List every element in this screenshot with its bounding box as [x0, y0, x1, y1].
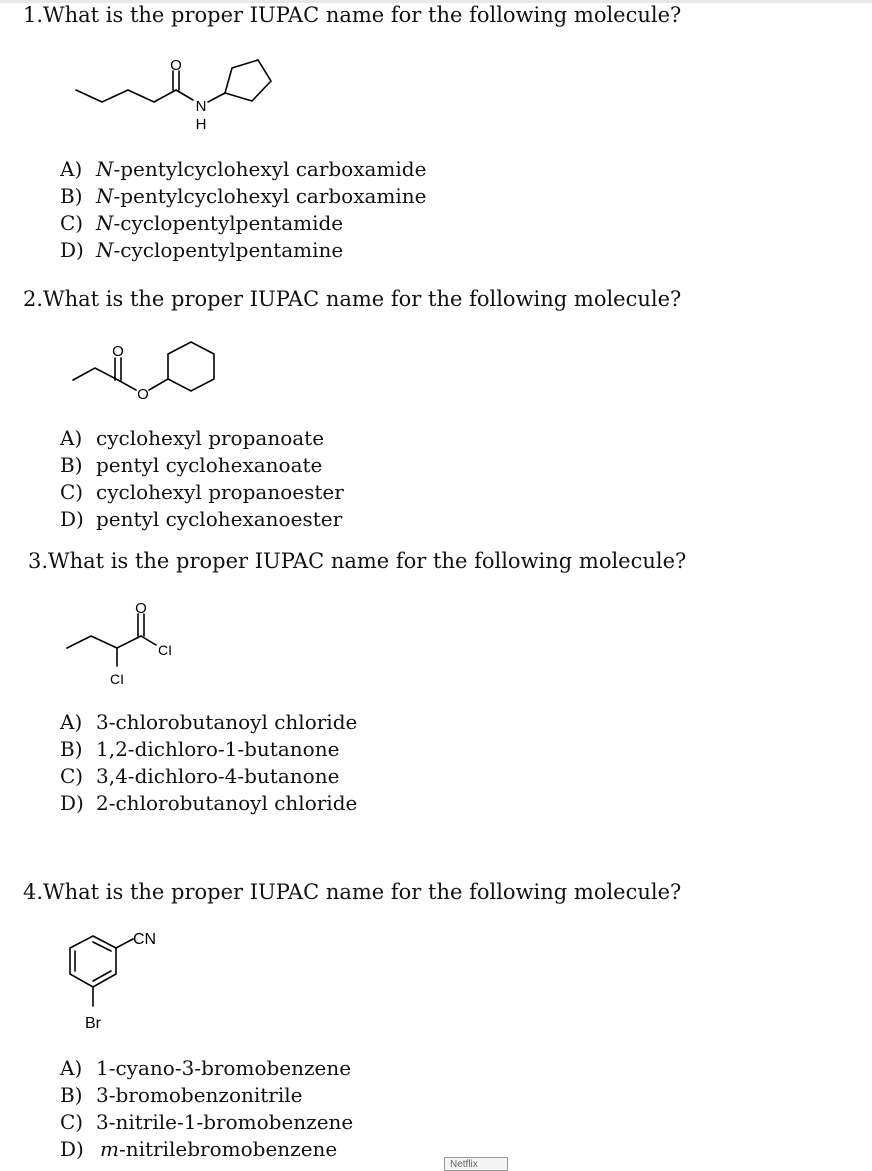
- chain-chlorine-label: CI: [110, 671, 124, 687]
- molecule-1-structure: [70, 50, 280, 135]
- corner-badge[interactable]: Netflix: [444, 1157, 508, 1171]
- amide-c-n-bond: [176, 90, 193, 100]
- benzene-ring: [70, 936, 116, 987]
- question-1-prompt: 1.What is the proper IUPAC name for the following molecule?: [23, 3, 682, 27]
- ring-cn-bond: [116, 939, 133, 948]
- option-1d[interactable]: D) N-cyclopentylpentamine: [60, 238, 344, 262]
- option-2a[interactable]: A) cyclohexyl propanoate: [60, 426, 325, 450]
- pentyl-chain: [76, 90, 176, 102]
- bromine-label: Br: [85, 1015, 101, 1032]
- acyl-c-cl-bond: [141, 636, 156, 645]
- molecule-3-structure: [60, 596, 190, 691]
- question-1-options: [60, 156, 427, 264]
- hydrogen-label: H: [195, 116, 207, 133]
- carbonyl-oxygen-label: O: [112, 343, 124, 360]
- cyclohexane-ring: [168, 342, 214, 391]
- question-4-options: [60, 1055, 353, 1163]
- option-4b[interactable]: B) 3-bromobenzonitrile: [60, 1083, 303, 1107]
- acyl-chlorine-label: CI: [158, 642, 172, 658]
- molecule-2-structure: [65, 338, 230, 408]
- o-ring-bond: [149, 379, 168, 390]
- option-4a[interactable]: A) 1-cyano-3-bromobenzene: [60, 1056, 352, 1080]
- aromatic-bond-2: [93, 971, 111, 981]
- option-4c[interactable]: C) 3-nitrile-1-bromobenzene: [60, 1110, 354, 1134]
- option-3d[interactable]: D) 2-chlorobutanoyl chloride: [60, 791, 358, 815]
- cyano-label: CN: [133, 931, 157, 948]
- option-3c[interactable]: C) 3,4-dichloro-4-butanone: [60, 764, 340, 788]
- oxygen-label: O: [170, 57, 182, 74]
- option-2d[interactable]: D) pentyl cyclohexanoester: [60, 507, 343, 531]
- carbon-chain: [67, 636, 141, 648]
- question-3-prompt: 3.What is the proper IUPAC name for the following molecule?: [28, 549, 687, 573]
- question-2-prompt: 2.What is the proper IUPAC name for the following molecule?: [23, 287, 682, 311]
- option-3a[interactable]: A) 3-chlorobutanoyl chloride: [60, 710, 358, 734]
- option-2b[interactable]: B) pentyl cyclohexanoate: [60, 453, 323, 477]
- option-4d[interactable]: D) m-nitrilebromobenzene: [60, 1137, 338, 1161]
- nitrogen-label: N: [195, 98, 207, 115]
- n-ring-bond: [208, 93, 225, 102]
- oxygen-label: O: [135, 600, 147, 617]
- ester-oxygen-label: O: [137, 386, 149, 403]
- option-2c[interactable]: C) cyclohexyl propanoester: [60, 480, 344, 504]
- question-2-options: [60, 425, 344, 533]
- cyclopentane-ring: [225, 60, 271, 101]
- question-4-prompt: 4.What is the proper IUPAC name for the following molecule?: [23, 880, 682, 904]
- ester-c-o-bond: [118, 380, 136, 390]
- option-1a[interactable]: A) N-pentylcyclohexyl carboxamide: [60, 157, 427, 181]
- option-3b[interactable]: B) 1,2-dichloro-1-butanone: [60, 737, 340, 761]
- molecule-4-structure: [55, 922, 185, 1037]
- ethyl-chain: [73, 368, 118, 380]
- option-1b[interactable]: B) N-pentylcyclohexyl carboxamine: [60, 184, 427, 208]
- question-3-options: [60, 709, 357, 817]
- option-1c[interactable]: C) N-cyclopentylpentamide: [60, 211, 344, 235]
